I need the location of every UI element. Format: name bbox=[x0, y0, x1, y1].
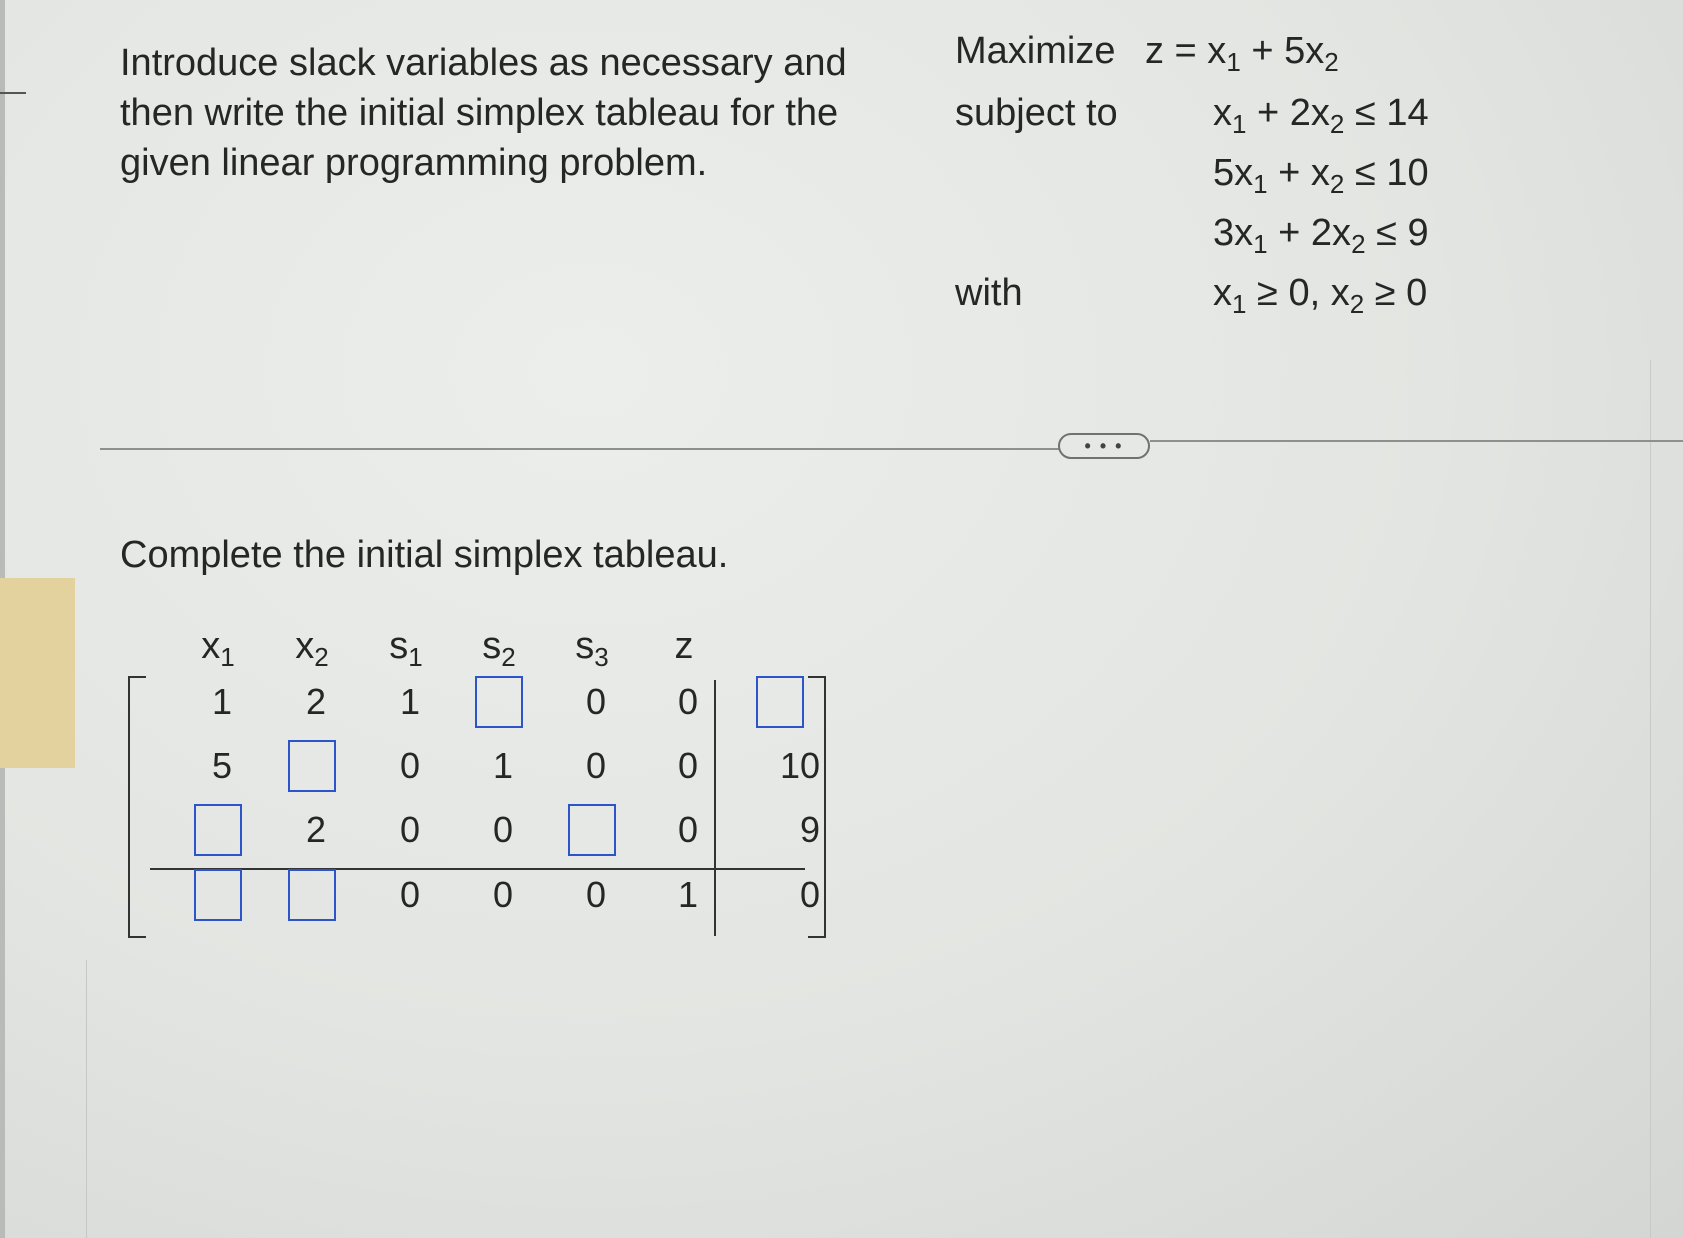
constraint-1: $x_1 + 2x_2 \le 14$ bbox=[1213, 92, 1429, 139]
constraint-2: $5x_1 + x_2 \le 10$ bbox=[1213, 152, 1429, 199]
tableau-cell-r3-c6: 0 bbox=[677, 809, 698, 850]
tableau-cell-r1-c3: 1 bbox=[399, 681, 420, 722]
side-highlight bbox=[0, 578, 75, 768]
objective-function: $z = x_1 + 5x_2$ bbox=[1145, 30, 1339, 77]
column-header-variable: s bbox=[482, 625, 502, 667]
panel-edge bbox=[86, 960, 87, 1238]
rhs-separator bbox=[714, 680, 716, 936]
tableau-cell-r3-c3: 0 bbox=[399, 809, 420, 850]
section-divider bbox=[100, 448, 1060, 450]
column-header-variable: x bbox=[295, 625, 315, 667]
panel-edge-right bbox=[1650, 360, 1651, 1238]
tableau-cell-r1-c2: 2 bbox=[305, 681, 326, 722]
tableau-cell-r4-c3: 0 bbox=[399, 874, 420, 915]
column-header-s1 bbox=[371, 625, 441, 672]
problem-instruction: Introduce slack variables as necessary and then write the initial simplex tableau for the given linear programming problem. bbox=[120, 42, 847, 184]
tableau-cell-r2-c5: 0 bbox=[585, 745, 606, 786]
section-divider-right bbox=[1150, 440, 1683, 442]
column-header-z bbox=[649, 625, 719, 668]
column-header-s2 bbox=[464, 625, 534, 672]
column-header-s3 bbox=[557, 625, 627, 672]
column-header-variable: s bbox=[575, 625, 595, 667]
tableau-cell-r4-c5: 0 bbox=[585, 874, 606, 915]
tableau-cell-r2-c3: 0 bbox=[399, 745, 420, 786]
tableau-cell-r3-c7: 9 bbox=[799, 809, 820, 850]
tableau-cell-r3-c2: 2 bbox=[305, 809, 326, 850]
tableau-answer-input-r2-c2[interactable] bbox=[288, 740, 336, 792]
side-marker bbox=[0, 92, 26, 94]
constraint-3: $3x_1 + 2x_2 \le 9$ bbox=[1213, 212, 1429, 259]
tableau-prompt: Complete the initial simplex tableau. bbox=[120, 534, 729, 576]
tableau-cell-r1-c5: 0 bbox=[585, 681, 606, 722]
tableau-cell-r1-c6: 0 bbox=[677, 681, 698, 722]
left-bracket bbox=[128, 676, 146, 938]
column-header-variable: z bbox=[674, 625, 694, 667]
tableau-cell-r2-c6: 0 bbox=[677, 745, 698, 786]
maximize-label: Maximize bbox=[955, 30, 1116, 72]
tableau-cell-r4-c7: 0 bbox=[799, 874, 820, 915]
with-label: with bbox=[955, 272, 1023, 314]
column-header-subscript: 2 bbox=[314, 642, 329, 672]
tableau-cell-r2-c4: 1 bbox=[492, 745, 513, 786]
tableau-answer-input-r1-c4[interactable] bbox=[475, 676, 523, 728]
tableau-answer-input-r3-c5[interactable] bbox=[568, 804, 616, 856]
column-header-x1 bbox=[183, 625, 253, 672]
nonnegativity-constraint: $x_1 \ge 0$, $x_2 \ge 0$ bbox=[1213, 272, 1428, 319]
tableau-cell-r4-c4: 0 bbox=[492, 874, 513, 915]
tableau-cell-r2-c7: 10 bbox=[779, 745, 820, 786]
expand-more-button[interactable]: • • • bbox=[1058, 433, 1150, 459]
tableau-cell-r4-c6: 1 bbox=[677, 874, 698, 915]
column-header-x2 bbox=[277, 625, 347, 672]
column-header-subscript: 3 bbox=[594, 642, 609, 672]
column-header-variable: s bbox=[389, 625, 409, 667]
tableau-cell-r1-c1: 1 bbox=[211, 681, 232, 722]
column-header-subscript: 1 bbox=[408, 642, 423, 672]
objective-row-separator bbox=[150, 868, 805, 870]
tableau-answer-input-r1-c7[interactable] bbox=[756, 676, 804, 728]
tableau-cell-r2-c1: 5 bbox=[211, 745, 232, 786]
column-header-subscript: 1 bbox=[220, 642, 235, 672]
subject-to-label: subject to bbox=[955, 92, 1118, 134]
tableau-answer-input-r4-c2[interactable] bbox=[288, 869, 336, 921]
tableau-answer-input-r3-c1[interactable] bbox=[194, 804, 242, 856]
column-header-subscript: 2 bbox=[501, 642, 516, 672]
tableau-answer-input-r4-c1[interactable] bbox=[194, 869, 242, 921]
tableau-cell-r3-c4: 0 bbox=[492, 809, 513, 850]
column-header-variable: x bbox=[201, 625, 221, 667]
